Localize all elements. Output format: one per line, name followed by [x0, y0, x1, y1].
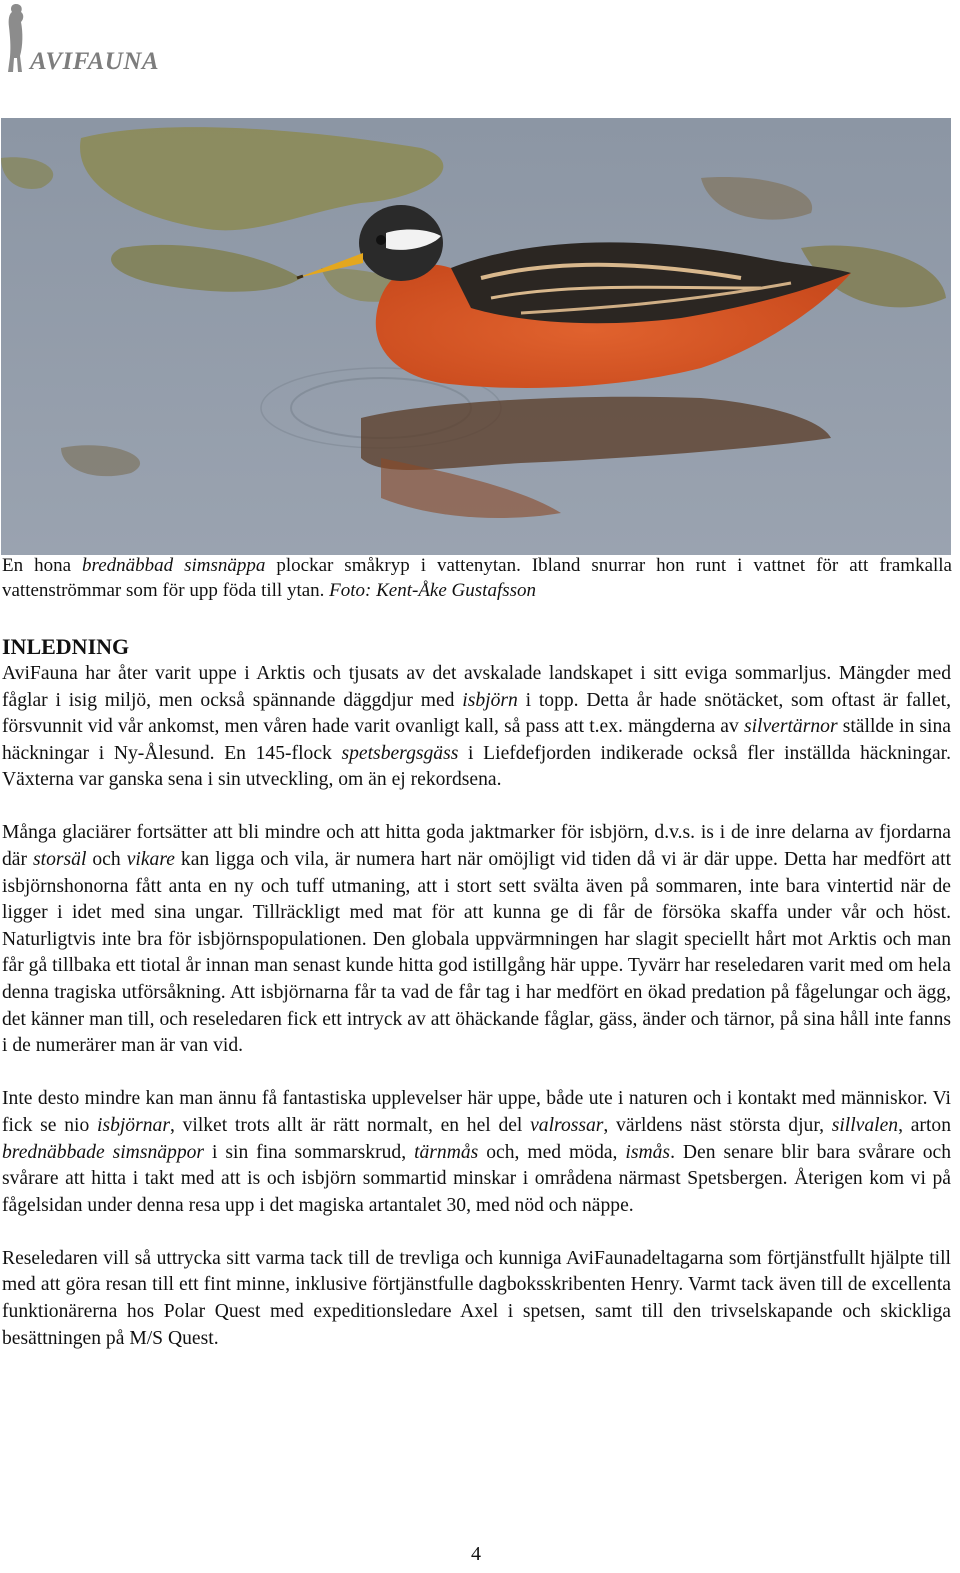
text-run: , arton: [898, 1114, 951, 1136]
text-run: i topp. Detta år hade snötäcket, som oftast är fallet, försvunnit vid vår ankomst, men våren hade varit ovanligt kall, så pass att t.ex. mängderna av: [2, 689, 951, 738]
caption-text: En hona: [2, 555, 82, 576]
species-name: ismås: [625, 1141, 671, 1163]
species-name: silvertärnor: [743, 716, 838, 738]
species-name: spetsbergsgäss: [341, 742, 459, 764]
text-run: i Liefdefjorden indikerade också fler inställda häckningar. Växterna var ganska sena i sin utveckling, om än ej rekordsena.: [2, 742, 951, 791]
species-name: vikare: [126, 849, 175, 871]
text-run: kan ligga och vila, är numera hart när omöjligt vid tiden då vi är där uppe. Detta har medfört att isbjörnshonorna fått anta en ny och tuff utmaning, att i stort sett svälta även på sommaren, inte bara vintertid när de ligger i idet med sina ungar. Tillräckligt med mat för att kunna ge di får de försöka skaffa under vår och höst. Naturligtvis inte bra för isbjörnspopulationen. Den globala uppvärmningen har slagit speciellt hårt mot Arktis och man får gå tillbaka ett tiotal år innan man senast kunde hitta god istillgång här uppe. Tyvärr har reseledaren varit med om hela denna tragiska utförsåkning. Att isbjörnarna får ta vad de får tag i har medfört en ökad predation på fågelungar och ägg, det känner man till, och reseledaren fick ett intryck av att öhäckande fåglar, gäss, änder och tärnor, på sina håll inte fanns i de numerärer man är van vid.: [2, 849, 952, 1057]
species-name: storsäl: [33, 849, 87, 871]
logo-wordmark: AVIFAUNA: [30, 48, 160, 75]
text-run: . Den senare blir bara svårare och svårare att hitta i takt med att is och isbjörn sommartid minskar i områdena närmast Spetsbergen. Återigen kom vi på fågelsidan under denna resa upp i det magiska artantalet 30, med nöd och näppe.: [2, 1141, 952, 1216]
text-run: Inte desto mindre kan man ännu få fantastiska upplevelser här uppe, både ute i naturen och i kontakt med människor. Vi fick se nio: [2, 1088, 951, 1136]
text-run: , vilket trots allt är rätt normalt, en hel del: [169, 1114, 531, 1136]
page-number: 4: [471, 1543, 481, 1565]
text-run: och: [86, 849, 127, 871]
red-phalarope-photo: [1, 118, 951, 555]
species-name: valrossar: [530, 1114, 604, 1136]
species-name: brednäbbade simsnäppor: [2, 1141, 205, 1163]
text-run: i sin fina sommarskrud,: [204, 1141, 415, 1163]
photo-caption: [2, 554, 952, 603]
bird-photo-illustration: [1, 118, 951, 555]
caption-text: plockar småkryp i vattenytan. Ibland snurrar hon runt i vattnet för att framkalla vattenströmmar som för upp föda till ytan.: [2, 555, 952, 601]
bird-silhouette-icon: [2, 2, 32, 74]
species-name: isbjörnar: [97, 1114, 170, 1136]
paragraph-1: [2, 661, 951, 794]
avifauna-logo: [2, 2, 172, 78]
caption-species: brednäbbad simsnäppa: [82, 555, 266, 576]
species-name: tärnmås: [414, 1141, 479, 1163]
text-run: och, med möda,: [478, 1141, 626, 1163]
text-run: Många glaciärer fortsätter att bli mindre och att hitta goda jaktmarker för isbjörn, d.v.s. is i de inre delarna av fjordarna där: [2, 822, 951, 871]
species-name: isbjörn: [462, 689, 518, 711]
article-body: [2, 661, 951, 1379]
paragraph-3: [2, 1086, 951, 1219]
paragraph-4: [2, 1246, 951, 1352]
section-heading: INLEDNING: [2, 634, 130, 659]
species-name: sillvalen: [831, 1114, 899, 1136]
text-run: ställde in sina häckningar i Ny-Ålesund. En 145-flock: [2, 716, 951, 764]
photo-credit: Foto: Kent-Åke Gustafsson: [329, 579, 537, 601]
text-run: Reseledaren vill så uttrycka sitt varma tack till de trevliga och kunniga AviFaunadeltagarna som förtjänstfullt hjälpte till med att göra resan till ett fint minne, inklusive förtjänstfulle dagboksskribenten Henry. Varmt tack även till de excellenta funktionärerna hos Polar Quest med expeditionsledare Axel i spetsen, samt till den trivselskapande och skickliga besättningen på M/S Quest.: [2, 1247, 951, 1349]
text-run: AviFauna har åter varit uppe i Arktis och tjusats av det avskalade landskapet i sitt eviga sommarljus. Mängder med fåglar i isig miljö, men också spännande däggdjur med: [2, 663, 951, 711]
text-run: , världens näst största djur,: [603, 1114, 832, 1136]
paragraph-2: [2, 820, 951, 1059]
